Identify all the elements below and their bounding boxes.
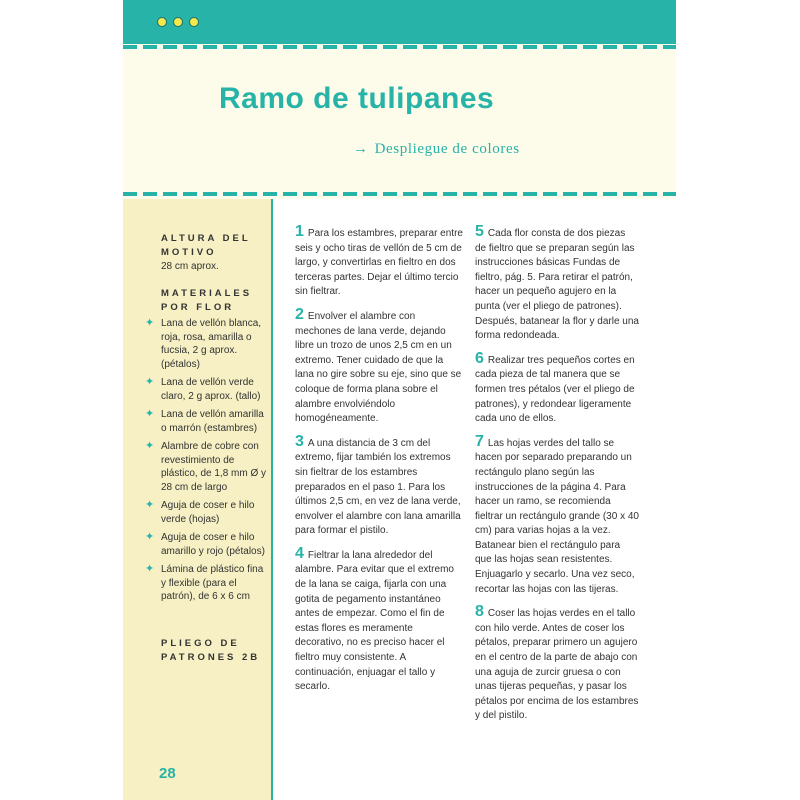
instructions-column-right (475, 225, 639, 732)
material-text: Lana de vellón amarilla o marrón (estambres) (161, 409, 264, 434)
step-number: 2 (295, 305, 304, 323)
dashed-divider-top (123, 45, 676, 49)
material-item (145, 408, 269, 435)
dot-icon (189, 17, 199, 27)
step-number: 6 (475, 349, 484, 367)
materials-list (145, 317, 269, 609)
step-2 (295, 305, 463, 427)
step-text: Fieltrar la lana alrededor del alambre. Para evitar que el extremo de la lana se caiga, fijarla con una gotita de pegamento instantáneo antes de empezar. Como el fin de estas flores es meramente decorativo, no es preciso hacer el fieltro muy consistente. A continuación, enjuagar el tallo y secarlo. (295, 549, 454, 693)
header-band (123, 0, 676, 44)
step-8 (475, 605, 639, 724)
step-text: Envolver el alambre con mechones de lana verde, dejando libre un trozo de unos 2,5 cm en un extremo. Tener cuidado de que la lana no gire sobre su eje, sino que se coloque de forma plana sobre el alambre envolviéndolo homogéneamente. (295, 310, 462, 425)
content-area (123, 199, 676, 800)
step-text: Cada flor consta de dos piezas de fieltro que se preparan según las instrucciones básicas Fundas de fieltro, pág. 5. Para retirar el patrón, hacer un pequeño agujero en la punta (ver el pliego de patrones). Después, batanear la flor y darle una forma redondeada. (475, 228, 639, 342)
page-number: 28 (159, 765, 176, 782)
step-7 (475, 432, 639, 598)
materials-heading: MATERIALES POR FLOR (161, 288, 253, 313)
star-bullet-icon: ✦ (145, 376, 155, 388)
material-text: Aguja de coser e hilo amarillo y rojo (pétalos) (161, 532, 265, 557)
material-item (145, 563, 269, 604)
dot-icon (173, 17, 183, 27)
step-text: Coser las hojas verdes en el tallo con hilo verde. Antes de coser los pétalos, preparar primero un agujero en el centro de la parte de abajo con una aguja de zurcir gruesa o con unas tijeras pequeñas, y pasar los pétalos por encima de los estambres y del pistilo. (475, 608, 639, 722)
step-number: 7 (475, 432, 484, 450)
step-3 (295, 432, 463, 539)
step-number: 4 (295, 544, 304, 562)
material-item (145, 531, 269, 558)
arrow-right-icon: → (353, 141, 369, 157)
step-5 (475, 225, 639, 344)
subtitle-text: Despliegue de colores (374, 141, 520, 157)
dot-icon (157, 17, 167, 27)
star-bullet-icon: ✦ (145, 440, 155, 452)
pattern-heading: PLIEGO DE PATRONES 2B (161, 638, 261, 663)
materials-sidebar (123, 199, 273, 800)
page-title: Ramo de tulipanes (219, 82, 495, 115)
material-text: Lana de vellón verde claro, 2 g aprox. (tallo) (161, 377, 261, 402)
material-item (145, 376, 269, 403)
star-bullet-icon: ✦ (145, 408, 155, 420)
star-bullet-icon: ✦ (145, 531, 155, 543)
step-number: 5 (475, 223, 484, 240)
step-number: 8 (475, 603, 484, 621)
step-6 (475, 349, 639, 427)
material-text: Lana de vellón blanca, roja, rosa, amarilla o fucsia, 2 g aprox. (pétalos) (161, 318, 262, 370)
step-text: Realizar tres pequeños cortes en cada pieza de tal manera que se formen tres pétalos (ver el pliego de patrones), y redondear ligeramente cada uno de ellos. (475, 354, 635, 425)
step-text: Las hojas verdes del tallo se hacen por separado preparando un rectángulo plano según las instrucciones de la página 4. Para hacer un ramo, se recomienda fieltrar un rectángulo grande (30 x 40 cm) para varias hojas a la vez. Batanear bien el rectángulo para que las hojas sean resistentes. Enjuagarlo y secarlo. Una vez seco, recortar las hojas con las tijeras. (475, 437, 639, 595)
decorative-dots (157, 17, 199, 27)
step-1 (295, 225, 463, 300)
star-bullet-icon: ✦ (145, 499, 155, 511)
star-bullet-icon: ✦ (145, 563, 155, 575)
step-number: 3 (295, 432, 304, 450)
height-value: 28 cm aprox. (161, 261, 219, 272)
dashed-divider-bottom (123, 192, 676, 196)
book-page (123, 0, 676, 800)
step-text: A una distancia de 3 cm del extremo, fijar también los extremos sin fieltrar de los estambres preparados en el paso 1. Para los últimos 2,5 cm, en vez de lana verde, envolver el alambre con lana amarilla para formar el pistilo. (295, 437, 461, 537)
star-bullet-icon: ✦ (145, 317, 155, 329)
material-text: Lámina de plástico fina y flexible (para el patrón), de 6 x 6 cm (161, 564, 264, 602)
material-item (145, 440, 269, 494)
material-text: Aguja de coser e hilo verde (hojas) (161, 500, 255, 525)
instructions-column-left (295, 225, 463, 703)
step-4 (295, 544, 463, 695)
material-text: Alambre de cobre con revestimiento de plástico, de 1,8 mm Ø y 28 cm de largo (161, 441, 267, 493)
material-item (145, 317, 269, 371)
step-number: 1 (295, 223, 304, 240)
height-heading: ALTURA DEL MOTIVO (161, 233, 251, 258)
material-item (145, 499, 269, 526)
page-subtitle (353, 141, 520, 158)
step-text: Para los estambres, preparar entre seis y ocho tiras de vellón de 5 cm de largo, y convertirlas en fieltro en dos terceras partes. Dejar el último tercio sin fieltrar. (295, 228, 463, 298)
